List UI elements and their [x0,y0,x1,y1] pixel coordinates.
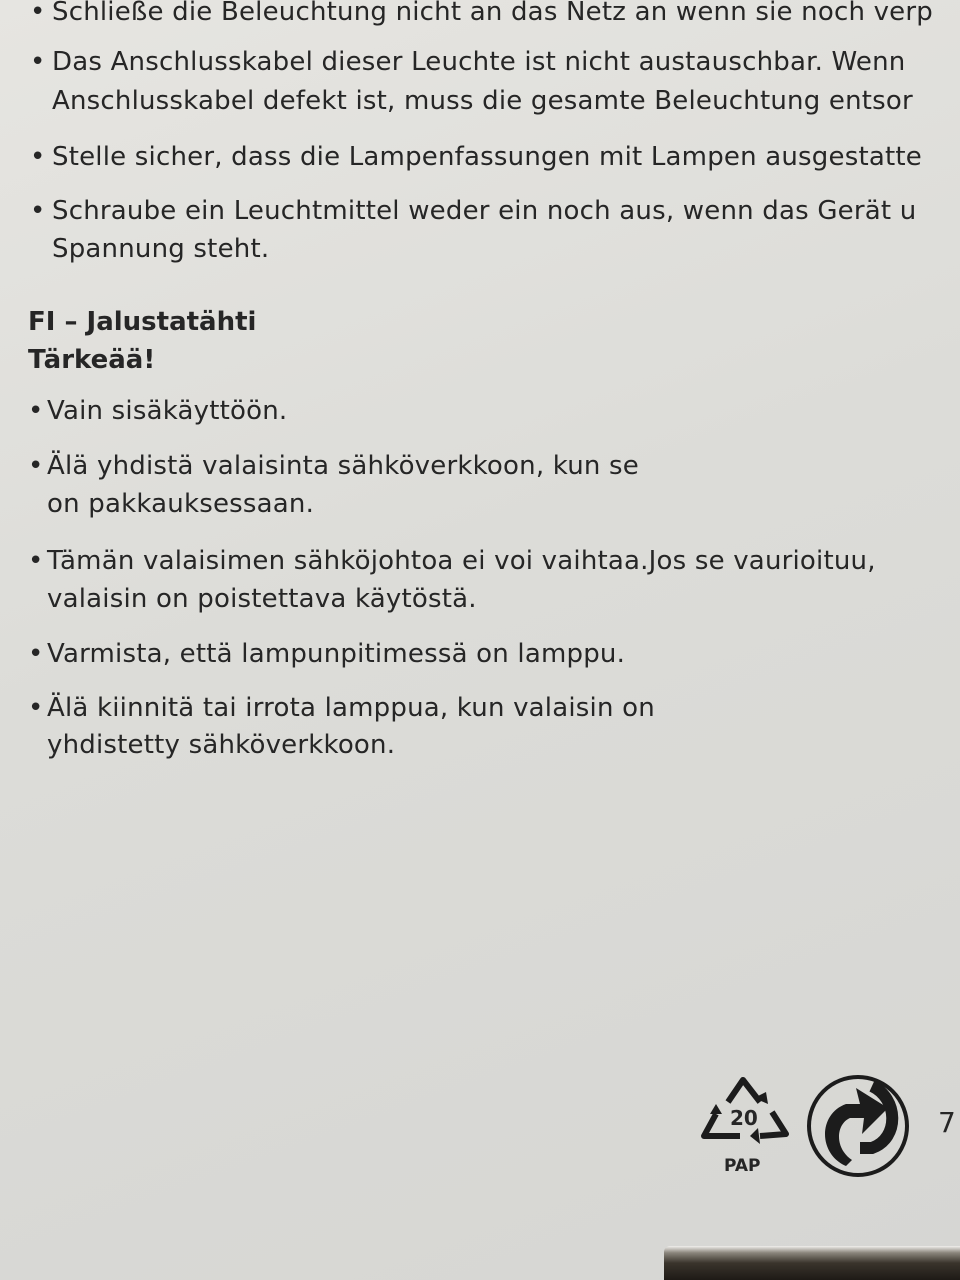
bullet: • [28,639,44,669]
de-item-3-line-1: Stelle sicher, dass die Lampenfassungen mit Lampen ausgestatte [52,142,922,172]
de-item-1-line-1: Schließe die Beleuchtung nicht an das Netz an wenn sie noch verp [52,0,933,27]
de-item-4-line-2: Spannung steht. [52,234,270,264]
de-item-4-line-1: Schraube ein Leuchtmittel weder ein noch aus, wenn das Gerät u [52,196,917,226]
fi-item-3-line-2: valaisin on poistettava käytöstä. [47,584,477,614]
recycling-material: PAP [724,1156,761,1176]
bullet: • [28,693,44,723]
bullet: • [30,196,46,226]
bullet: • [28,546,44,576]
bullet: • [30,142,46,172]
cardboard-edge [664,1246,960,1280]
de-item-2-line-2: Anschlusskabel defekt ist, muss die gesamte Beleuchtung entsor [52,86,913,116]
fi-item-2-line-2: on pakkauksessaan. [47,489,315,519]
section-subtitle: Tärkeää! [28,345,156,375]
page-number: 7 [938,1106,956,1139]
fi-item-2-line-1: Älä yhdistä valaisinta sähköverkkoon, kun se [47,451,639,481]
bullet: • [30,47,46,77]
bullet: • [28,396,44,426]
fi-item-5-line-1: Älä kiinnitä tai irrota lamppua, kun valaisin on [47,693,655,723]
fi-item-3-line-1: Tämän valaisimen sähköjohtoa ei voi vaihtaa.Jos se vaurioituu, [47,546,876,576]
recycling-symbol [700,1074,790,1184]
section-title: FI – Jalustatähti [28,307,257,337]
recycling-code: 20 [730,1106,758,1130]
de-item-2-line-1: Das Anschlusskabel dieser Leuchte ist nicht austauschbar. Wenn [52,47,906,77]
green-dot-icon [806,1074,910,1178]
bullet: • [30,0,46,27]
fi-item-1-line-1: Vain sisäkäyttöön. [47,396,288,426]
fi-item-4-line-1: Varmista, että lampunpitimessä on lamppu. [47,639,626,669]
bullet: • [28,451,44,481]
fi-item-5-line-2: yhdistetty sähköverkkoon. [47,730,396,760]
